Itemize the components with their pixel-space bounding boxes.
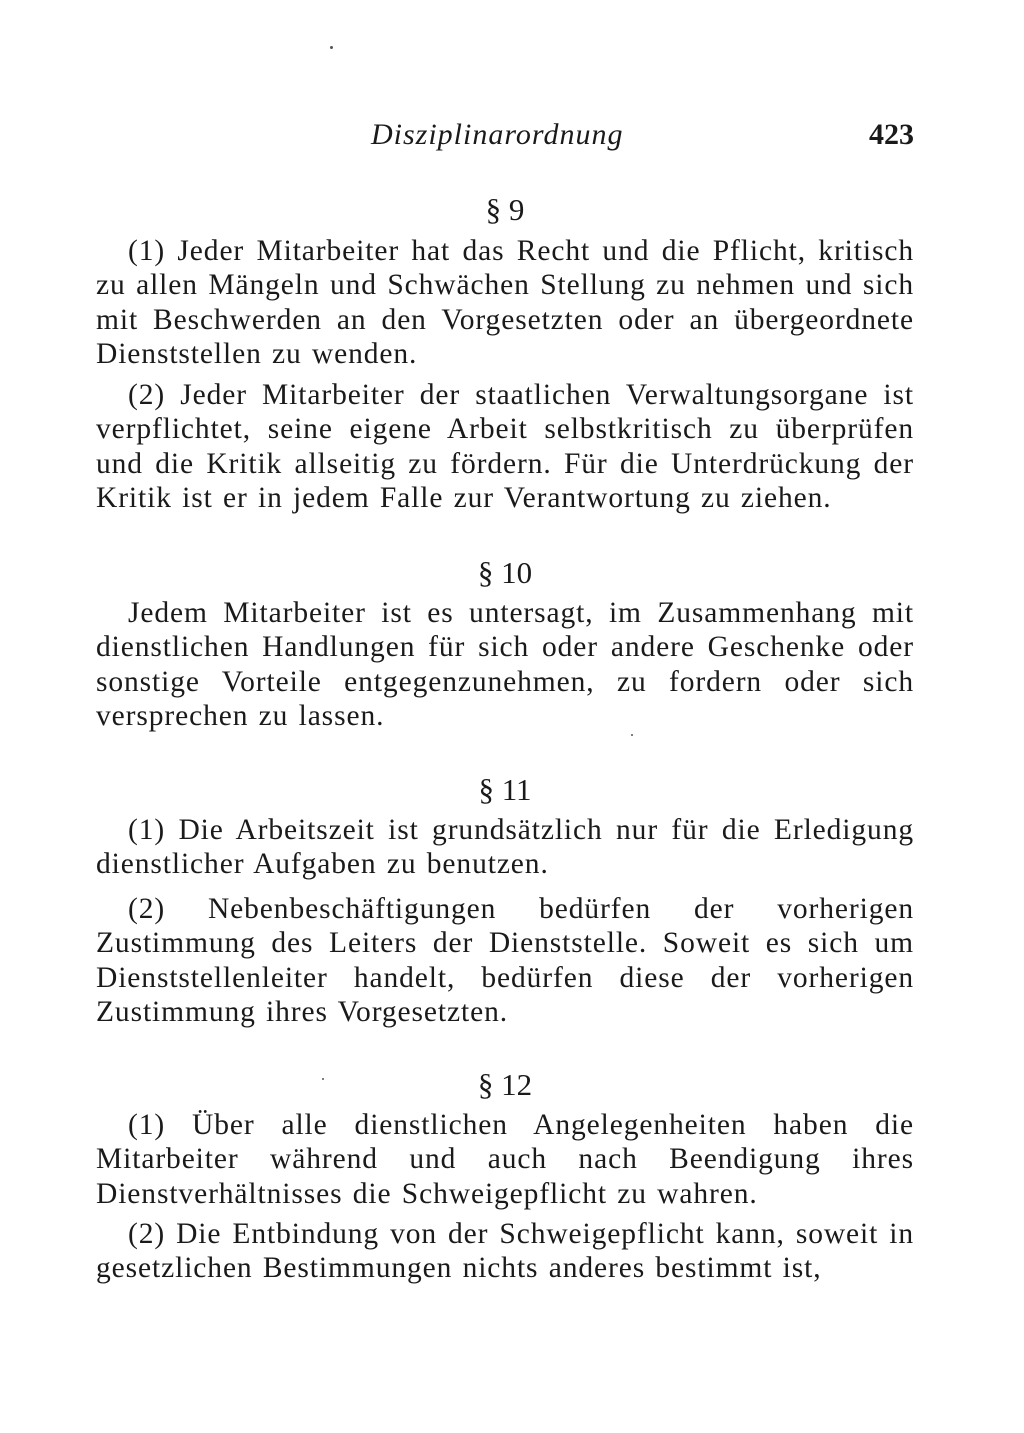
scan-speck: [631, 734, 633, 736]
section-heading-10: § 10: [477, 555, 533, 590]
paragraph-11-1: (1) Die Arbeitszeit ist grundsätzlich nur für die Erledigung dienstlicher Aufgaben zu benutzen.: [96, 814, 914, 881]
paragraph-12-2: (2) Die Entbindung von der Schweigepflicht kann, soweit in gesetzlichen Bestimmungen nichts anderes bestimmt ist,: [96, 1218, 914, 1285]
running-header-title: Disziplinarordnung: [371, 118, 624, 151]
section-heading-12: § 12: [477, 1067, 533, 1102]
page-number: 423: [869, 118, 914, 151]
paragraph-10: Jedem Mitarbeiter ist es untersagt, im Zusammenhang mit dienstlichen Handlungen für sich oder andere Geschenke oder sonstige Vorteile entgegenzunehmen, zu fordern oder sich versprechen zu lassen.: [96, 597, 914, 732]
scan-speck: [330, 46, 333, 49]
paragraph-11-2: (2) Nebenbeschäftigungen bedürfen der vorherigen Zustimmung des Leiters der Dienststelle. Soweit es sich um Dienststellenleiter handelt, bedürfen diese der vorherigen Zustimmung ihres Vorgesetzten.: [96, 893, 914, 1028]
paragraph-9-2: (2) Jeder Mitarbeiter der staatlichen Verwaltungsorgane ist verpflichtet, seine eigene Arbeit selbstkritisch zu überprüfen und die Kritik allseitig zu fördern. Für die Unterdrückung der Kritik ist er in jedem Falle zur Verantwortung zu ziehen.: [96, 379, 914, 514]
running-header: [96, 118, 914, 158]
paragraph-9-1: (1) Jeder Mitarbeiter hat das Recht und die Pflicht, kritisch zu allen Mängeln und Schwächen Stellung zu nehmen und sich mit Beschwerden an den Vorgesetzten oder an übergeordnete Dienststellen zu wenden.: [96, 235, 914, 370]
section-heading-11: § 11: [478, 772, 532, 807]
section-heading-9: § 9: [485, 192, 525, 227]
paragraph-12-1: (1) Über alle dienstlichen Angelegenheiten haben die Mitarbeiter während und auch nach Beendigung ihres Dienstverhältnisses die Schweigepflicht zu wahren.: [96, 1109, 914, 1210]
